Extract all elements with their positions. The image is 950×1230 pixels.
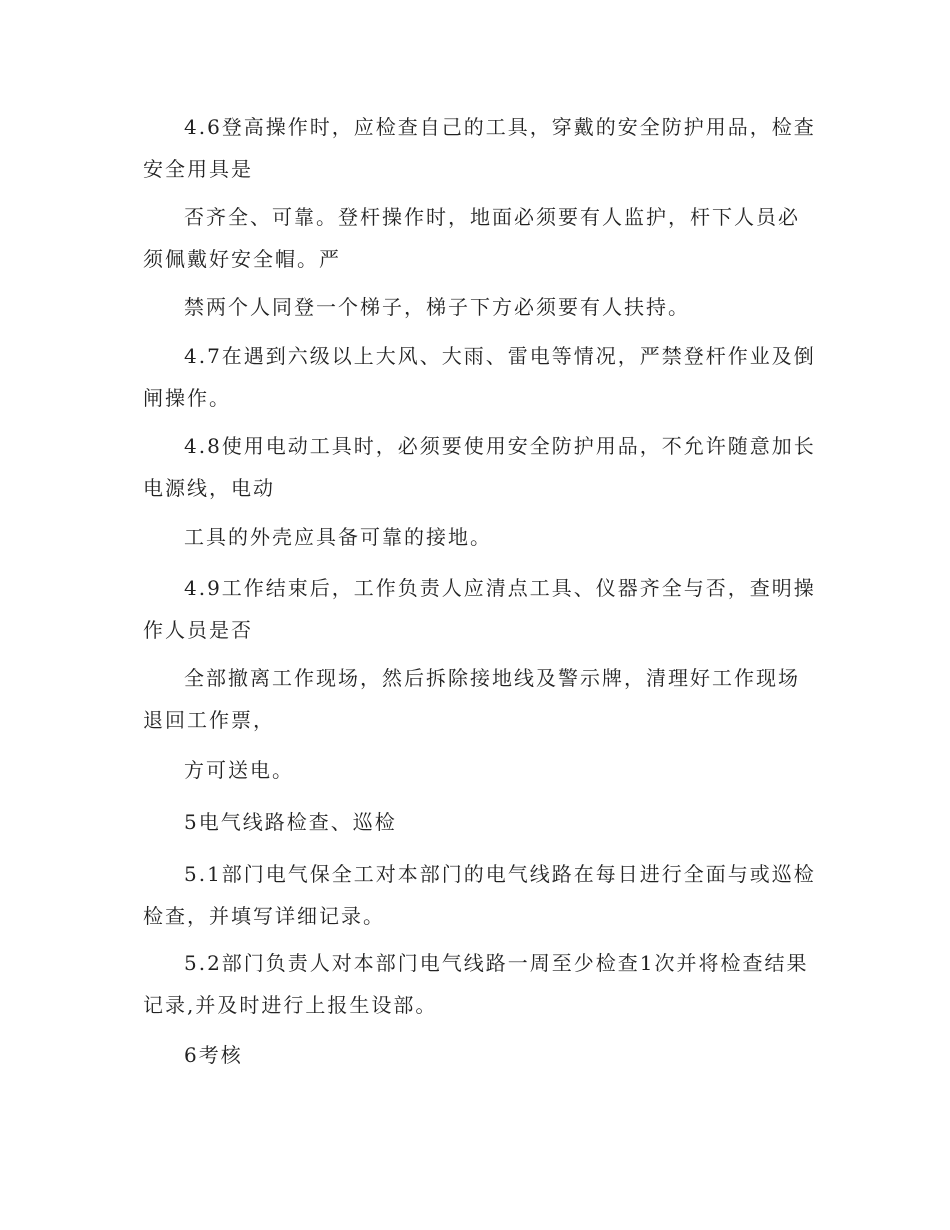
- paragraph: [143, 425, 823, 509]
- paragraph: [143, 801, 823, 843]
- paragraph-line: 方可送电。: [184, 758, 294, 782]
- paragraph: [143, 106, 823, 190]
- paragraph-line: 闸操作。: [143, 386, 231, 410]
- paragraph-line: 4.6登高操作时，应检查自己的工具，穿戴的安全防护用品，检查: [184, 115, 816, 139]
- paragraph-line: 禁两个人同登一个梯子，梯子下方必须要有人扶持。: [184, 295, 690, 319]
- paragraph: [143, 335, 823, 419]
- paragraph: [143, 516, 823, 558]
- paragraph-line: 须佩戴好安全帽。严: [143, 247, 341, 271]
- paragraph-line: 4.7在遇到六级以上大风、大雨、雷电等情况，严禁登杆作业及倒: [184, 344, 816, 368]
- paragraph-line: 检查，并填写详细记录。: [143, 904, 385, 928]
- paragraph: [143, 1034, 823, 1076]
- paragraph-line: 全部撤离工作现场，然后拆除接地线及警示牌，清理好工作现场: [184, 666, 800, 690]
- paragraph: [143, 749, 823, 791]
- paragraph-line: 退回工作票，: [143, 708, 275, 732]
- paragraph-line: 工具的外壳应具备可靠的接地。: [184, 525, 492, 549]
- paragraph-line: 5.2部门负责人对本部门电气线路一周至少检查1次并将检查结果: [184, 951, 809, 975]
- paragraph: [143, 853, 823, 937]
- paragraph-line: 安全用具是: [143, 157, 253, 181]
- section-heading: 6考核: [184, 1043, 243, 1067]
- paragraph: [143, 567, 823, 651]
- paragraph: [143, 657, 823, 741]
- paragraph-line: 4.8使用电动工具时，必须要使用安全防护用品，不允许随意加长: [184, 434, 816, 458]
- paragraph: [143, 196, 823, 280]
- paragraph: [143, 942, 823, 1026]
- paragraph-line: 否齐全、可靠。登杆操作时，地面必须要有人监护，杆下人员必: [184, 205, 800, 229]
- paragraph-line: 电源线，电动: [143, 476, 275, 500]
- paragraph-line: 4.9工作结束后，工作负责人应清点工具、仪器齐全与否，查明操: [184, 576, 816, 600]
- paragraph-line: 作人员是否: [143, 618, 253, 642]
- paragraph: [143, 286, 823, 328]
- paragraph-line: 5.1部门电气保全工对本部门的电气线路在每日进行全面与或巡检: [184, 862, 816, 886]
- section-heading: 5电气线路检查、巡检: [184, 810, 397, 834]
- paragraph-line: 记录,并及时进行上报生设部。: [143, 993, 438, 1017]
